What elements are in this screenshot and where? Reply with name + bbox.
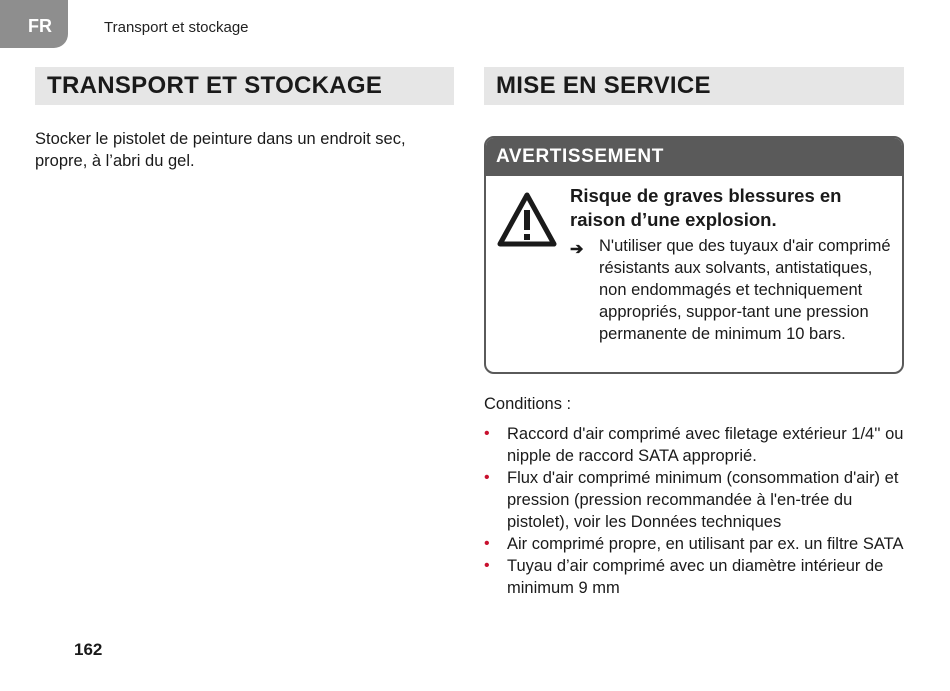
section-title-text: TRANSPORT ET STOCKAGE bbox=[47, 72, 383, 99]
list-item bbox=[484, 423, 908, 467]
condition-text: Flux d'air comprimé minimum (consommation d'air) et pression (pression recommandée à l'en-trée du pistolet), voir les Données techniques bbox=[507, 469, 899, 531]
conditions-list bbox=[484, 423, 908, 599]
condition-text: Tuyau d’air comprimé avec un diamètre intérieur de minimum 9 mm bbox=[507, 557, 884, 597]
bullet-icon: • bbox=[484, 469, 490, 486]
conditions-label: Conditions : bbox=[484, 395, 572, 413]
list-item bbox=[484, 533, 908, 555]
warning-label: AVERTISSEMENT bbox=[486, 138, 902, 176]
language-tab bbox=[0, 0, 68, 48]
section-title-text: MISE EN SERVICE bbox=[496, 72, 711, 99]
list-item bbox=[484, 555, 908, 599]
condition-text: Raccord d'air comprimé avec filetage extérieur 1/4'' ou nipple de raccord SATA approprié. bbox=[507, 425, 904, 465]
language-code: FR bbox=[28, 16, 52, 36]
page-number: 162 bbox=[74, 640, 103, 659]
bullet-icon: • bbox=[484, 535, 490, 552]
storage-instructions: Stocker le pistolet de peinture dans un endroit sec, propre, à l’abri du gel. bbox=[35, 130, 406, 170]
section-title-transport bbox=[35, 67, 454, 105]
warning-triangle-icon bbox=[496, 190, 558, 250]
condition-text: Air comprimé propre, en utilisant par ex. un filtre SATA bbox=[507, 535, 904, 553]
warning-instruction: N'utiliser que des tuyaux d'air comprimé résistants aux solvants, antistatiques, non endommagés et techniquement appropriés, suppor-tant une pression permanente de minimum 10 bars. bbox=[599, 237, 891, 343]
warning-heading: Risque de graves blessures en raison d’une explosion. bbox=[570, 185, 842, 230]
list-item bbox=[484, 467, 908, 533]
bullet-icon: • bbox=[484, 425, 490, 442]
bullet-icon: • bbox=[484, 557, 490, 574]
section-title-mise-en-service bbox=[484, 67, 904, 105]
arrow-icon: ➔ bbox=[570, 241, 584, 258]
running-header-title: Transport et stockage bbox=[104, 19, 249, 36]
warning-box bbox=[484, 136, 904, 374]
